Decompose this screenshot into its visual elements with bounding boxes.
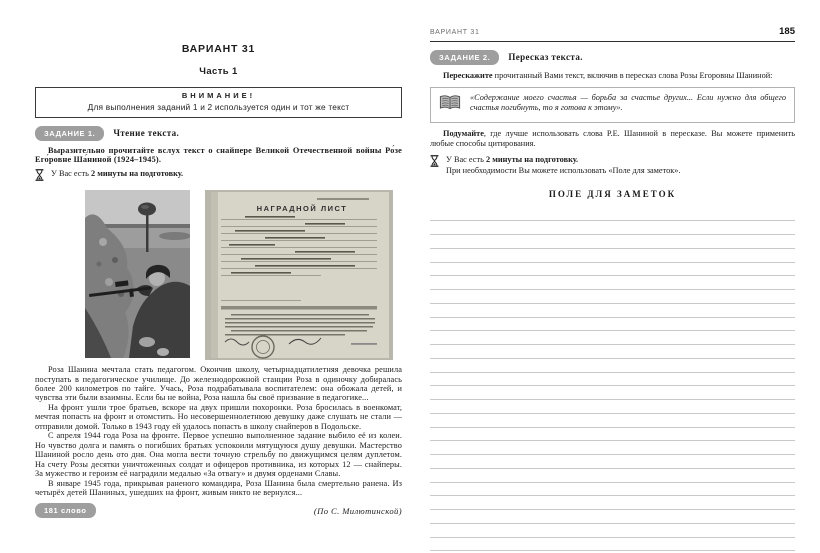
task1-prep-row: [35, 168, 402, 184]
note-line: [430, 249, 795, 263]
document-title: НАГРАДНОЙ ЛИСТ: [256, 204, 348, 214]
reading-paragraph: В январе 1945 года, прикрывая раненого командира, Роза Шанина была смертельно ранена. Из четырёх детей Шаниных, ушедших на фронт, живым никто не вернулся...: [35, 478, 402, 497]
award-document-photo: [205, 190, 393, 360]
hourglass-icon: [35, 169, 44, 184]
text-footer: [35, 503, 402, 518]
note-line: [430, 386, 795, 400]
hourglass-icon: [430, 155, 439, 170]
page-number: 185: [779, 26, 795, 37]
task2-badge: ЗАДАНИЕ 2.: [430, 50, 499, 65]
note-line: [430, 304, 795, 318]
note-line: [430, 510, 795, 524]
note-line: [430, 331, 795, 345]
note-line: [430, 373, 795, 387]
task2-prep-row: [430, 154, 795, 176]
note-line: [430, 345, 795, 359]
note-line: [430, 208, 795, 222]
notes-area: [430, 208, 795, 552]
word-count-badge: 181 слово: [35, 503, 96, 518]
note-line: [430, 263, 795, 277]
note-line: [430, 524, 795, 538]
note-line: [430, 221, 795, 235]
task1-prep-text: У Вас есть 2 минуты на подготовку.: [51, 169, 184, 179]
reading-paragraph: На фронт ушли трое братьев, вскоре на двух пришли похоронки. Роза бросилась в военкомат, мечтая попасть на фронт и отомстить. Но несовершеннолетнюю девушку даже слушать не стали — отправили домой. Только в 1943 году ей удалось попасть в школу снайперов в Подольске.: [35, 402, 402, 431]
note-hint: При необходимости Вы можете использовать «Поле для заметок».: [446, 165, 681, 175]
part-title: Часть 1: [199, 66, 238, 77]
attribution: (По С. Милютинской): [313, 505, 402, 516]
note-line: [430, 359, 795, 373]
quote-box: [430, 87, 795, 123]
note-line: [430, 428, 795, 442]
note-line: [430, 538, 795, 552]
open-book-icon: [439, 94, 461, 116]
task2-title: Пересказ текста.: [508, 52, 583, 63]
note-line: [430, 414, 795, 428]
right-page: [410, 0, 820, 553]
note-line: [430, 290, 795, 304]
task2-instruction: Перескажите прочитанный Вами текст, включив в пересказ слова Розы Егоровны Шаниной:: [443, 70, 773, 80]
task1-row: [35, 126, 402, 141]
task1-instruction: Выразительно прочитайте вслух текст о снайпере Великой Отечественной войны Ро́зе Его́ровне Ша́ниной (1924–1945).: [35, 145, 402, 165]
attention-title: ВНИМАНИЕ!: [181, 91, 256, 100]
running-header: [430, 26, 795, 42]
note-line: [430, 235, 795, 249]
running-header-title: ВАРИАНТ 31: [430, 29, 480, 36]
note-line: [430, 483, 795, 497]
note-line: [430, 455, 795, 469]
note-line: [430, 400, 795, 414]
note-line: [430, 469, 795, 483]
reading-paragraph: Роза Шанина мечтала стать педагогом. Окончив школу, четырнадцатилетняя девочка решила поступать в педагогическое училище. До железнодорожной станции Роза в одиночку добиралась более 200 километров по тайге. Учась, Роза подрабатывала воспитателем: она обожала детей, и чувства эти были взаимны. Если бы не война, Роза нашла бы своё призвание в педагогике...: [35, 365, 402, 403]
task2-prep-text: У Вас есть 2 минуты на подготовку. При необходимости Вы можете использовать «Поле для заметок».: [446, 154, 681, 175]
sniper-photo: [85, 190, 190, 358]
task2-row: [430, 50, 795, 65]
photo-row: [85, 190, 402, 360]
attention-box: [35, 87, 402, 118]
note-line: [430, 276, 795, 290]
quote-text: «Содержание моего счастья — борьба за счастье других... Если нужно для общего счастья погибнуть, то я готова к этому».: [470, 92, 786, 112]
attention-text: Для выполнения заданий 1 и 2 используется один и тот же текст: [87, 102, 350, 112]
note-line: [430, 496, 795, 510]
note-line: [430, 318, 795, 332]
note-line: [430, 441, 795, 455]
task1-title: Чтение текста.: [113, 128, 180, 139]
notes-title: ПОЛЕ ДЛЯ ЗАМЕТОК: [548, 188, 677, 199]
reading-paragraph: С апреля 1944 года Роза на фронте. Первое успешно выполненное задание выбило её из колеи. Но чувство долга и память о погибших братьях успокоили мятущуюся душу девушки. Мастерство Шаниной росло день ото дня. Она могла вести точную стрельбу по движущимся целям дуплетом. На счету Розы десятки уничтоженных солдат и офицеров противника, из которых 12 — снайперы. За мужество и героизм её наградили медалью «За отвагу» и двумя орденами Славы.: [35, 431, 402, 479]
variant-title: ВАРИАНТ 31: [181, 43, 256, 55]
task2-think-instruction: Подумайте, где лучше использовать слова Р.Е. Шаниной в пересказе. Вы можете применить любые способы цитирования.: [430, 128, 795, 148]
task1-badge: ЗАДАНИЕ 1.: [35, 126, 104, 141]
